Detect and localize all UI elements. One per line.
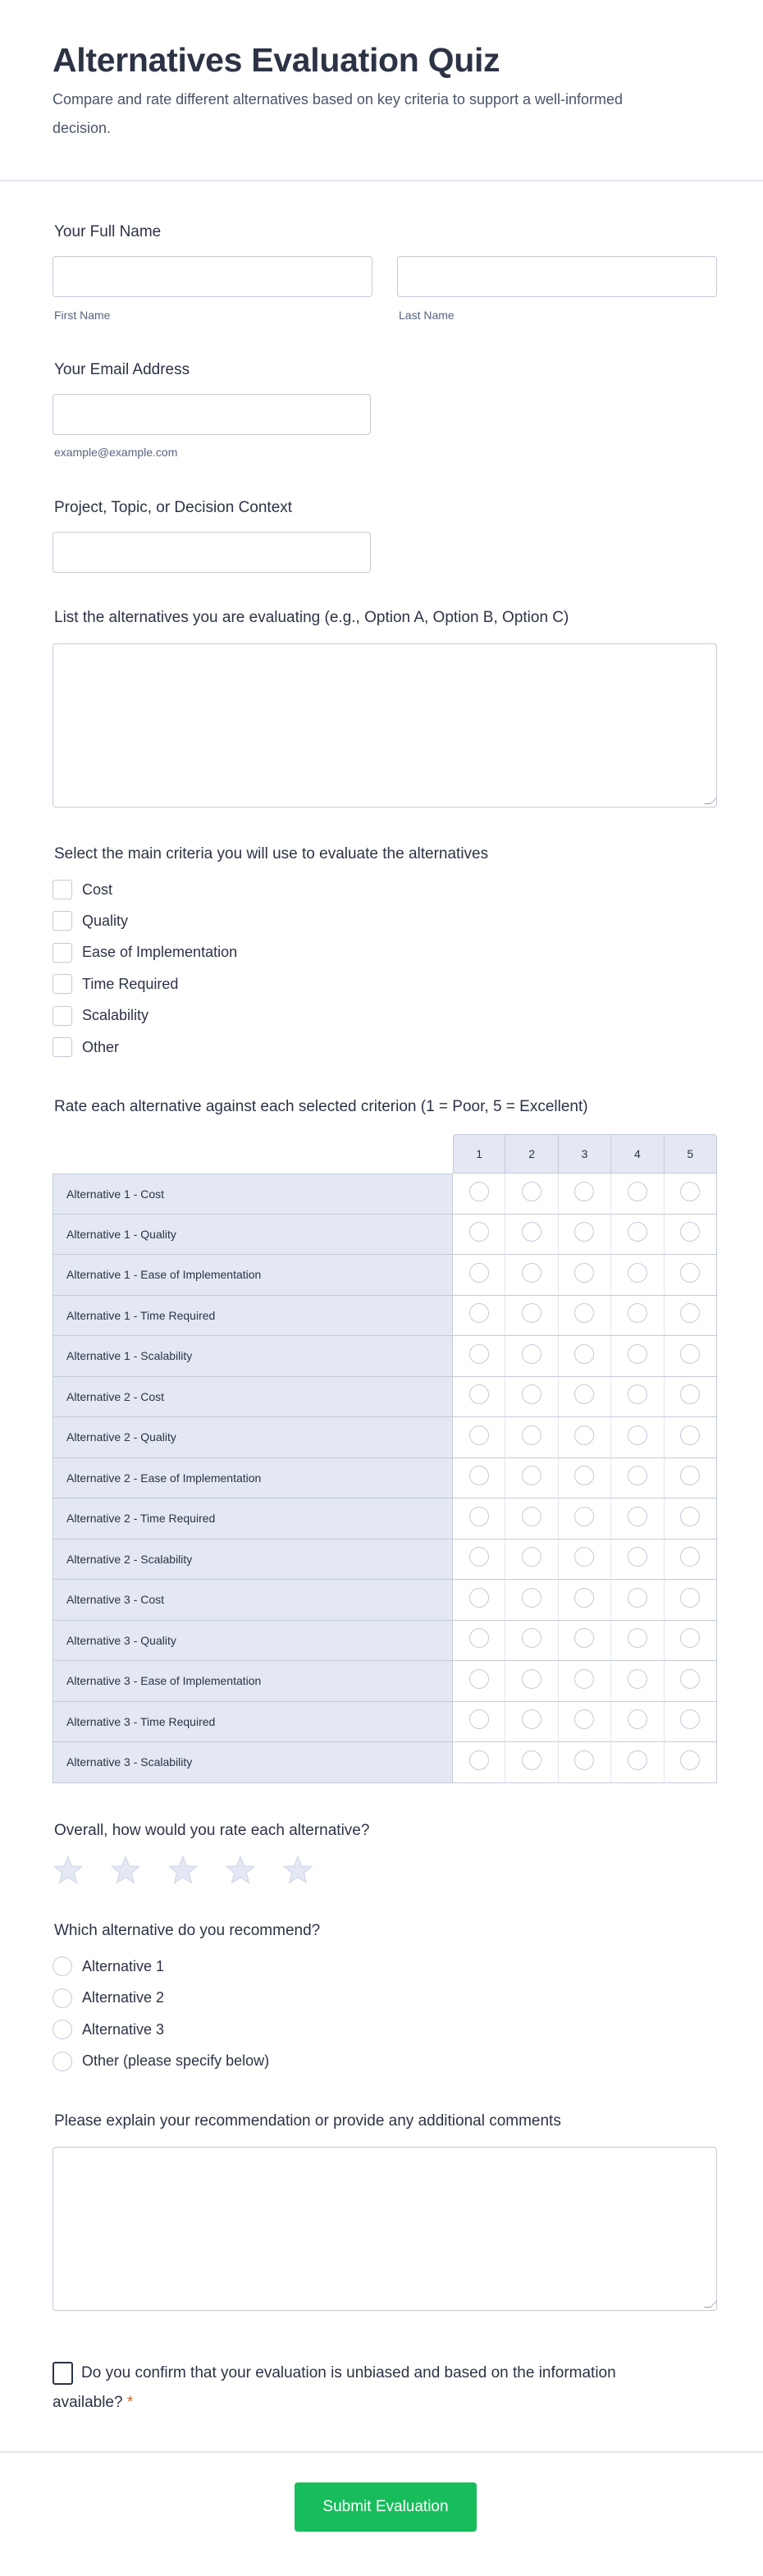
- matrix-row: [53, 1458, 717, 1499]
- matrix-row-label: Alternative 1 - Cost: [53, 1174, 453, 1215]
- matrix-cell: [611, 1336, 664, 1377]
- matrix-radio[interactable]: [574, 1507, 594, 1526]
- matrix-radio[interactable]: [469, 1263, 489, 1283]
- matrix-radio[interactable]: [522, 1709, 541, 1729]
- matrix-row-label: Alternative 2 - Cost: [53, 1377, 453, 1418]
- matrix-row: [53, 1580, 717, 1621]
- matrix-row-label: Alternative 1 - Scalability: [53, 1336, 453, 1377]
- matrix-cell: [611, 1742, 664, 1783]
- matrix-radio[interactable]: [522, 1222, 541, 1242]
- matrix-radio[interactable]: [628, 1547, 647, 1567]
- matrix-cell: [505, 1296, 558, 1337]
- recommend-option-label: Alternative 1: [82, 1957, 165, 1974]
- page-title: Alternatives Evaluation Quiz: [53, 41, 500, 79]
- matrix-row-label: Alternative 2 - Time Required: [53, 1498, 453, 1540]
- matrix-row: [53, 1742, 717, 1783]
- matrix-row: [53, 1417, 717, 1458]
- matrix-row: [53, 1540, 717, 1581]
- matrix-radio[interactable]: [628, 1425, 647, 1445]
- matrix-cell: [453, 1255, 505, 1296]
- matrix-cell: [611, 1661, 664, 1702]
- matrix-cell: [505, 1417, 558, 1458]
- matrix-cell: [611, 1580, 664, 1621]
- matrix-column-header: 2: [505, 1134, 558, 1174]
- matrix-cell: [665, 1255, 717, 1296]
- matrix-label: Rate each alternative against each selected criterion (1 = Poor, 5 = Excellent): [54, 1098, 588, 1115]
- matrix-radio[interactable]: [680, 1588, 700, 1608]
- matrix-radio[interactable]: [469, 1669, 489, 1689]
- matrix-cell: [453, 1174, 505, 1215]
- matrix-radio[interactable]: [628, 1303, 647, 1323]
- matrix-cell: [505, 1215, 558, 1256]
- confirm-field: [53, 2359, 676, 2418]
- matrix-cell: [665, 1580, 717, 1621]
- matrix-row: [53, 1498, 717, 1540]
- matrix-row-label: Alternative 3 - Ease of Implementation: [53, 1661, 453, 1702]
- matrix-radio[interactable]: [574, 1750, 594, 1770]
- header-divider: [0, 180, 763, 181]
- star-icon[interactable]: [53, 1855, 84, 1886]
- confirm-label: Do you confirm that your evaluation is unbiased and based on the information available?: [53, 2364, 616, 2411]
- matrix-cell: [505, 1377, 558, 1418]
- matrix-row-label: Alternative 3 - Scalability: [53, 1742, 453, 1783]
- matrix-cell: [453, 1661, 505, 1702]
- comments-label: Please explain your recommendation or provide any additional comments: [54, 2112, 561, 2130]
- matrix-radio[interactable]: [574, 1547, 594, 1567]
- checkbox[interactable]: [53, 943, 72, 963]
- criteria-option[interactable]: [53, 974, 178, 994]
- matrix-radio[interactable]: [628, 1750, 647, 1770]
- recommend-option[interactable]: [53, 2052, 269, 2071]
- matrix-radio[interactable]: [680, 1182, 700, 1201]
- matrix-row-label: Alternative 1 - Time Required: [53, 1296, 453, 1337]
- matrix-cell: [559, 1255, 611, 1296]
- matrix-cell: [665, 1296, 717, 1337]
- matrix-radio[interactable]: [680, 1344, 700, 1364]
- matrix-radio[interactable]: [574, 1384, 594, 1404]
- checkbox[interactable]: [53, 911, 72, 931]
- matrix-cell: [559, 1174, 611, 1215]
- matrix-radio[interactable]: [574, 1222, 594, 1242]
- star-rating: [53, 1855, 313, 1886]
- matrix-cell: [611, 1255, 664, 1296]
- matrix-cell: [559, 1621, 611, 1662]
- matrix-cell: [453, 1621, 505, 1662]
- matrix-cell: [505, 1742, 558, 1783]
- matrix-radio[interactable]: [522, 1384, 541, 1404]
- matrix-cell: [453, 1215, 505, 1256]
- matrix-column-header: 4: [611, 1134, 664, 1174]
- matrix-radio[interactable]: [522, 1547, 541, 1567]
- criteria-option-label: Scalability: [82, 1007, 149, 1024]
- matrix-radio[interactable]: [680, 1466, 700, 1485]
- matrix-cell: [559, 1540, 611, 1581]
- star-icon[interactable]: [110, 1855, 141, 1886]
- matrix-cell: [611, 1417, 664, 1458]
- matrix-column-header: 1: [453, 1134, 505, 1174]
- matrix-cell: [665, 1702, 717, 1743]
- project-input[interactable]: [53, 532, 371, 573]
- matrix-radio[interactable]: [469, 1344, 489, 1364]
- matrix-cell: [559, 1417, 611, 1458]
- confirm-checkbox[interactable]: [53, 2362, 73, 2385]
- matrix-cell: [665, 1174, 717, 1215]
- criteria-label: Select the main criteria you will use to evaluate the alternatives: [54, 845, 489, 862]
- matrix-row: [53, 1255, 717, 1296]
- matrix-radio[interactable]: [628, 1669, 647, 1689]
- matrix-cell: [453, 1377, 505, 1418]
- matrix-cell: [505, 1661, 558, 1702]
- matrix-radio[interactable]: [574, 1263, 594, 1283]
- matrix-cell: [559, 1215, 611, 1256]
- matrix-radio[interactable]: [574, 1709, 594, 1729]
- matrix-row: [53, 1661, 717, 1702]
- matrix-row: [53, 1621, 717, 1662]
- radio-button[interactable]: [53, 2020, 72, 2039]
- matrix-radio[interactable]: [469, 1709, 489, 1729]
- matrix-radio[interactable]: [680, 1222, 700, 1242]
- matrix-radio[interactable]: [680, 1384, 700, 1404]
- matrix-radio[interactable]: [628, 1263, 647, 1283]
- matrix-cell: [665, 1540, 717, 1581]
- resize-handle[interactable]: [704, 2301, 717, 2308]
- radio-button[interactable]: [53, 1956, 72, 1976]
- matrix-radio[interactable]: [628, 1384, 647, 1404]
- matrix-row: [53, 1702, 717, 1743]
- matrix-row: [53, 1296, 717, 1337]
- recommend-label: Which alternative do you recommend?: [54, 1922, 321, 1939]
- page-subtitle: Compare and rate different alternatives based on key criteria to support a well-informed decision.: [53, 91, 624, 136]
- matrix-cell: [505, 1540, 558, 1581]
- checkbox[interactable]: [53, 974, 72, 994]
- matrix-radio[interactable]: [469, 1588, 489, 1608]
- matrix-cell: [505, 1255, 558, 1296]
- matrix-row: [53, 1174, 717, 1215]
- matrix-cell: [665, 1661, 717, 1702]
- matrix-cell: [559, 1296, 611, 1337]
- matrix-cell: [559, 1580, 611, 1621]
- star-icon[interactable]: [225, 1855, 256, 1886]
- matrix-cell: [665, 1458, 717, 1499]
- matrix-radio[interactable]: [574, 1669, 594, 1689]
- recommend-option-label: Alternative 3: [82, 2020, 165, 2038]
- matrix-radio[interactable]: [469, 1750, 489, 1770]
- matrix-radio[interactable]: [522, 1425, 541, 1445]
- matrix-cell: [559, 1742, 611, 1783]
- matrix-radio[interactable]: [680, 1709, 700, 1729]
- matrix-cell: [453, 1336, 505, 1377]
- matrix-cell: [505, 1336, 558, 1377]
- matrix-cell: [665, 1336, 717, 1377]
- matrix-cell: [611, 1296, 664, 1337]
- matrix-radio[interactable]: [680, 1303, 700, 1323]
- matrix-cell: [453, 1458, 505, 1499]
- matrix-cell: [611, 1215, 664, 1256]
- matrix-radio[interactable]: [680, 1547, 700, 1567]
- first-name-sublabel: First Name: [54, 309, 111, 322]
- matrix-radio[interactable]: [522, 1507, 541, 1526]
- matrix-column-header: 5: [665, 1134, 717, 1174]
- matrix-radio[interactable]: [469, 1507, 489, 1526]
- matrix-row-label: Alternative 3 - Time Required: [53, 1702, 453, 1743]
- matrix-row-label: Alternative 1 - Ease of Implementation: [53, 1255, 453, 1296]
- matrix-column-header: 3: [559, 1134, 611, 1174]
- matrix-radio[interactable]: [469, 1425, 489, 1445]
- matrix-radio[interactable]: [522, 1466, 541, 1485]
- matrix-radio[interactable]: [522, 1303, 541, 1323]
- matrix-cell: [611, 1458, 664, 1499]
- alternatives-list-textarea[interactable]: [53, 643, 717, 808]
- matrix-radio[interactable]: [680, 1628, 700, 1648]
- matrix-radio[interactable]: [628, 1588, 647, 1608]
- matrix-radio[interactable]: [522, 1182, 541, 1201]
- matrix-row-label: Alternative 2 - Quality: [53, 1417, 453, 1458]
- matrix-cell: [559, 1336, 611, 1377]
- matrix-cell: [611, 1174, 664, 1215]
- first-name-input[interactable]: [53, 256, 372, 297]
- matrix-cell: [505, 1458, 558, 1499]
- matrix-radio[interactable]: [574, 1425, 594, 1445]
- matrix-cell: [453, 1540, 505, 1581]
- matrix-cell: [505, 1580, 558, 1621]
- matrix-cell: [559, 1661, 611, 1702]
- matrix-cell: [611, 1621, 664, 1662]
- required-mark: *: [126, 2394, 134, 2411]
- criteria-option-label: Quality: [82, 912, 129, 929]
- radio-button[interactable]: [53, 1988, 72, 2008]
- matrix-radio[interactable]: [680, 1750, 700, 1770]
- matrix-radio[interactable]: [522, 1263, 541, 1283]
- matrix-cell: [505, 1621, 558, 1662]
- last-name-input[interactable]: [397, 256, 717, 297]
- overall-rating-label: Overall, how would you rate each alternative?: [54, 1822, 370, 1839]
- matrix-radio[interactable]: [628, 1182, 647, 1201]
- matrix-cell: [453, 1296, 505, 1337]
- criteria-option[interactable]: [53, 880, 112, 899]
- criteria-option[interactable]: [53, 911, 128, 931]
- matrix-radio[interactable]: [574, 1344, 594, 1364]
- matrix-row-label: Alternative 1 - Quality: [53, 1215, 453, 1256]
- matrix-radio[interactable]: [522, 1588, 541, 1608]
- matrix-radio[interactable]: [574, 1466, 594, 1485]
- checkbox[interactable]: [53, 880, 72, 899]
- criteria-option-label: Time Required: [82, 975, 179, 992]
- matrix-cell: [505, 1498, 558, 1540]
- star-icon[interactable]: [282, 1855, 313, 1886]
- rating-matrix: [53, 1134, 717, 1783]
- resize-handle[interactable]: [704, 798, 717, 804]
- checkbox[interactable]: [53, 1006, 72, 1026]
- matrix-cell: [611, 1377, 664, 1418]
- matrix-row: [53, 1336, 717, 1377]
- matrix-cell: [665, 1742, 717, 1783]
- matrix-radio[interactable]: [469, 1303, 489, 1323]
- email-input[interactable]: [53, 394, 371, 435]
- matrix-radio[interactable]: [628, 1222, 647, 1242]
- email-sublabel: example@example.com: [54, 446, 178, 459]
- matrix-cell: [665, 1621, 717, 1662]
- email-label: Your Email Address: [54, 361, 190, 378]
- matrix-cell: [665, 1417, 717, 1458]
- checkbox[interactable]: [53, 1037, 72, 1057]
- matrix-radio[interactable]: [522, 1344, 541, 1364]
- full-name-label: Your Full Name: [54, 223, 162, 240]
- footer-divider: [0, 2451, 763, 2453]
- matrix-radio[interactable]: [574, 1303, 594, 1323]
- matrix-cell: [453, 1702, 505, 1743]
- recommend-option[interactable]: [53, 2020, 164, 2039]
- matrix-radio[interactable]: [680, 1507, 700, 1526]
- matrix-cell: [453, 1417, 505, 1458]
- matrix-cell: [665, 1498, 717, 1540]
- matrix-radio[interactable]: [574, 1588, 594, 1608]
- matrix-cell: [559, 1498, 611, 1540]
- matrix-corner: [53, 1134, 453, 1174]
- matrix-row-label: Alternative 3 - Quality: [53, 1621, 453, 1662]
- radio-button[interactable]: [53, 2052, 72, 2071]
- matrix-cell: [665, 1215, 717, 1256]
- matrix-cell: [611, 1540, 664, 1581]
- matrix-radio[interactable]: [469, 1384, 489, 1404]
- matrix-row: [53, 1215, 717, 1256]
- matrix-radio[interactable]: [628, 1628, 647, 1648]
- matrix-cell: [453, 1580, 505, 1621]
- matrix-radio[interactable]: [469, 1182, 489, 1201]
- matrix-cell: [611, 1702, 664, 1743]
- recommend-option-label: Alternative 2: [82, 1989, 165, 2006]
- criteria-option-label: Ease of Implementation: [82, 944, 238, 961]
- submit-button[interactable]: Submit Evaluation: [295, 2482, 477, 2532]
- matrix-cell: [559, 1377, 611, 1418]
- matrix-cell: [505, 1174, 558, 1215]
- recommend-option[interactable]: [53, 1988, 164, 2008]
- matrix-cell: [611, 1498, 664, 1540]
- matrix-radio[interactable]: [628, 1507, 647, 1526]
- matrix-radio[interactable]: [469, 1547, 489, 1567]
- matrix-radio[interactable]: [680, 1263, 700, 1283]
- star-icon[interactable]: [167, 1855, 199, 1886]
- matrix-radio[interactable]: [628, 1709, 647, 1729]
- matrix-radio[interactable]: [680, 1425, 700, 1445]
- matrix-radio[interactable]: [628, 1466, 647, 1485]
- recommend-option-label: Other (please specify below): [82, 2052, 270, 2070]
- matrix-row-label: Alternative 3 - Cost: [53, 1580, 453, 1621]
- matrix-radio[interactable]: [628, 1344, 647, 1364]
- criteria-option[interactable]: [53, 1037, 119, 1057]
- matrix-radio[interactable]: [574, 1628, 594, 1648]
- project-label: Project, Topic, or Decision Context: [54, 499, 293, 516]
- matrix-cell: [453, 1498, 505, 1540]
- criteria-option[interactable]: [53, 943, 237, 963]
- matrix-radio[interactable]: [469, 1466, 489, 1485]
- matrix-radio[interactable]: [469, 1628, 489, 1648]
- matrix-radio[interactable]: [574, 1182, 594, 1201]
- matrix-radio[interactable]: [522, 1628, 541, 1648]
- criteria-option-label: Other: [82, 1038, 120, 1055]
- matrix-cell: [559, 1458, 611, 1499]
- matrix-cell: [453, 1742, 505, 1783]
- matrix-row-label: Alternative 2 - Ease of Implementation: [53, 1458, 453, 1499]
- last-name-sublabel: Last Name: [399, 309, 455, 322]
- matrix-cell: [665, 1377, 717, 1418]
- criteria-option[interactable]: [53, 1006, 148, 1026]
- matrix-row-label: Alternative 2 - Scalability: [53, 1540, 453, 1581]
- comments-textarea[interactable]: [53, 2147, 717, 2311]
- matrix-cell: [559, 1702, 611, 1743]
- matrix-row: [53, 1377, 717, 1418]
- recommend-option[interactable]: [53, 1956, 164, 1976]
- matrix-radio[interactable]: [469, 1222, 489, 1242]
- matrix-radio[interactable]: [680, 1669, 700, 1689]
- matrix-radio[interactable]: [522, 1750, 541, 1770]
- matrix-cell: [505, 1702, 558, 1743]
- matrix-radio[interactable]: [522, 1669, 541, 1689]
- criteria-option-label: Cost: [82, 881, 113, 898]
- alternatives-list-label: List the alternatives you are evaluating (e.g., Option A, Option B, Option C): [54, 609, 569, 626]
